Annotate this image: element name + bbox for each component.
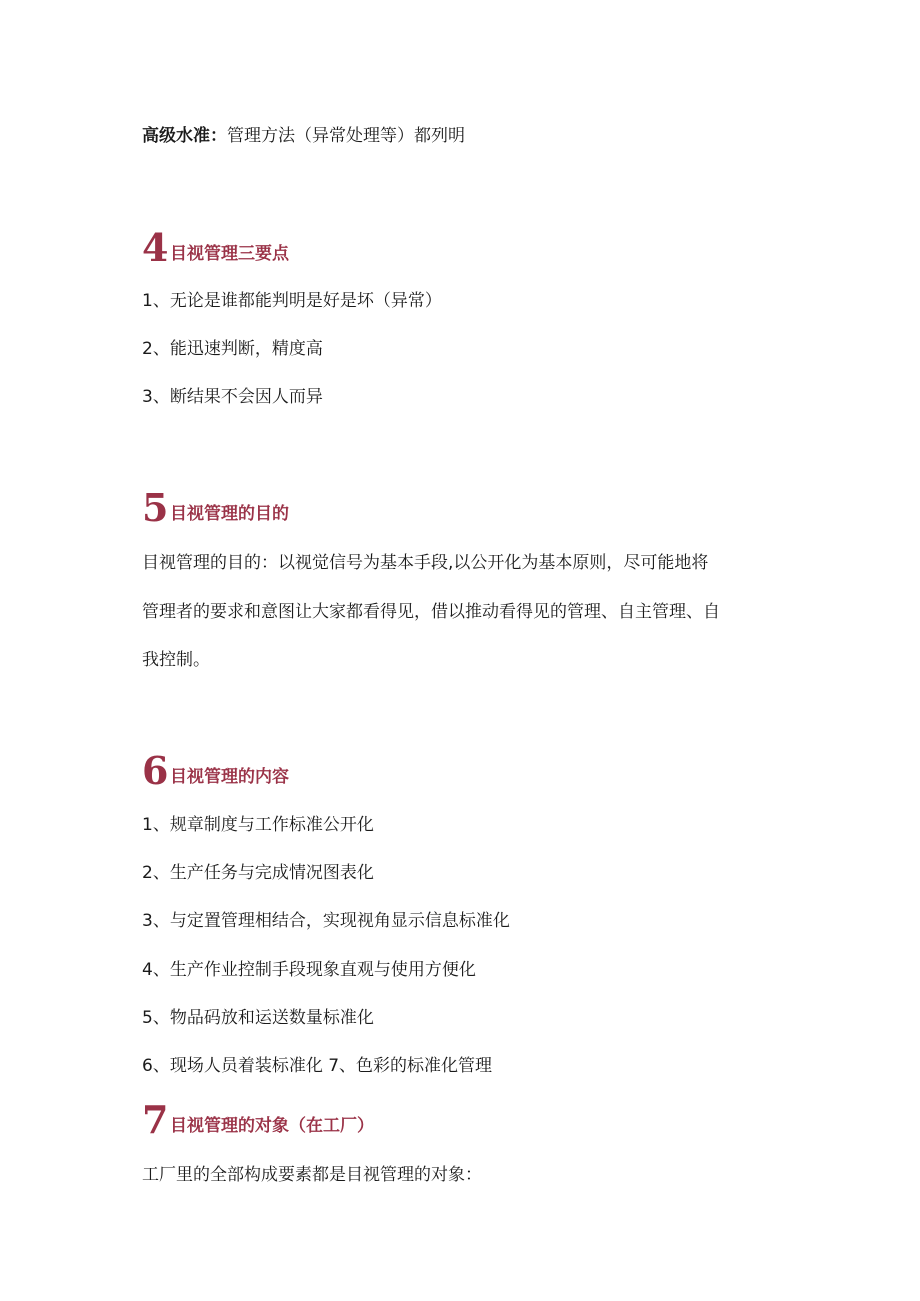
list-item: 4、生产作业控制手段现象直观与使用方便化 xyxy=(142,960,476,980)
list-item: 1、规章制度与工作标准公开化 xyxy=(142,815,374,835)
section-title: 目视管理的对象（在工厂） xyxy=(170,1116,374,1136)
list-item: 6、现场人员着装标准化 7、色彩的标准化管理 xyxy=(142,1056,493,1076)
paragraph-line: 工厂里的全部构成要素都是目视管理的对象： xyxy=(142,1165,482,1185)
section-title: 目视管理的目的 xyxy=(170,504,289,524)
section-title: 目视管理三要点 xyxy=(170,244,289,264)
paragraph-line: 管理者的要求和意图让大家都看得见，借以推动看得见的管理、自主管理、自 xyxy=(142,602,720,622)
list-item: 2、生产任务与完成情况图表化 xyxy=(142,863,374,883)
section-number: 7 xyxy=(142,1097,169,1142)
list-item: 1、无论是谁都能判明是好是坏（异常） xyxy=(142,291,442,311)
section-number: 5 xyxy=(142,485,169,530)
intro-label: 高级水准： xyxy=(142,126,227,146)
intro-line xyxy=(142,124,465,148)
list-item: 2、能迅速判断，精度高 xyxy=(142,339,323,359)
paragraph-line: 目视管理的目的：以视觉信号为基本手段,以公开化为基本原则，尽可能地将 xyxy=(142,553,709,573)
intro-text: 管理方法（异常处理等）都列明 xyxy=(227,126,465,146)
list-item: 3、与定置管理相结合，实现视角显示信息标准化 xyxy=(142,911,510,931)
section-number: 4 xyxy=(142,225,169,270)
section-title: 目视管理的内容 xyxy=(170,767,289,787)
paragraph-line: 我控制。 xyxy=(142,650,210,670)
list-item: 3、断结果不会因人而异 xyxy=(142,387,323,407)
section-number: 6 xyxy=(142,748,169,793)
list-item: 5、物品码放和运送数量标准化 xyxy=(142,1008,374,1028)
